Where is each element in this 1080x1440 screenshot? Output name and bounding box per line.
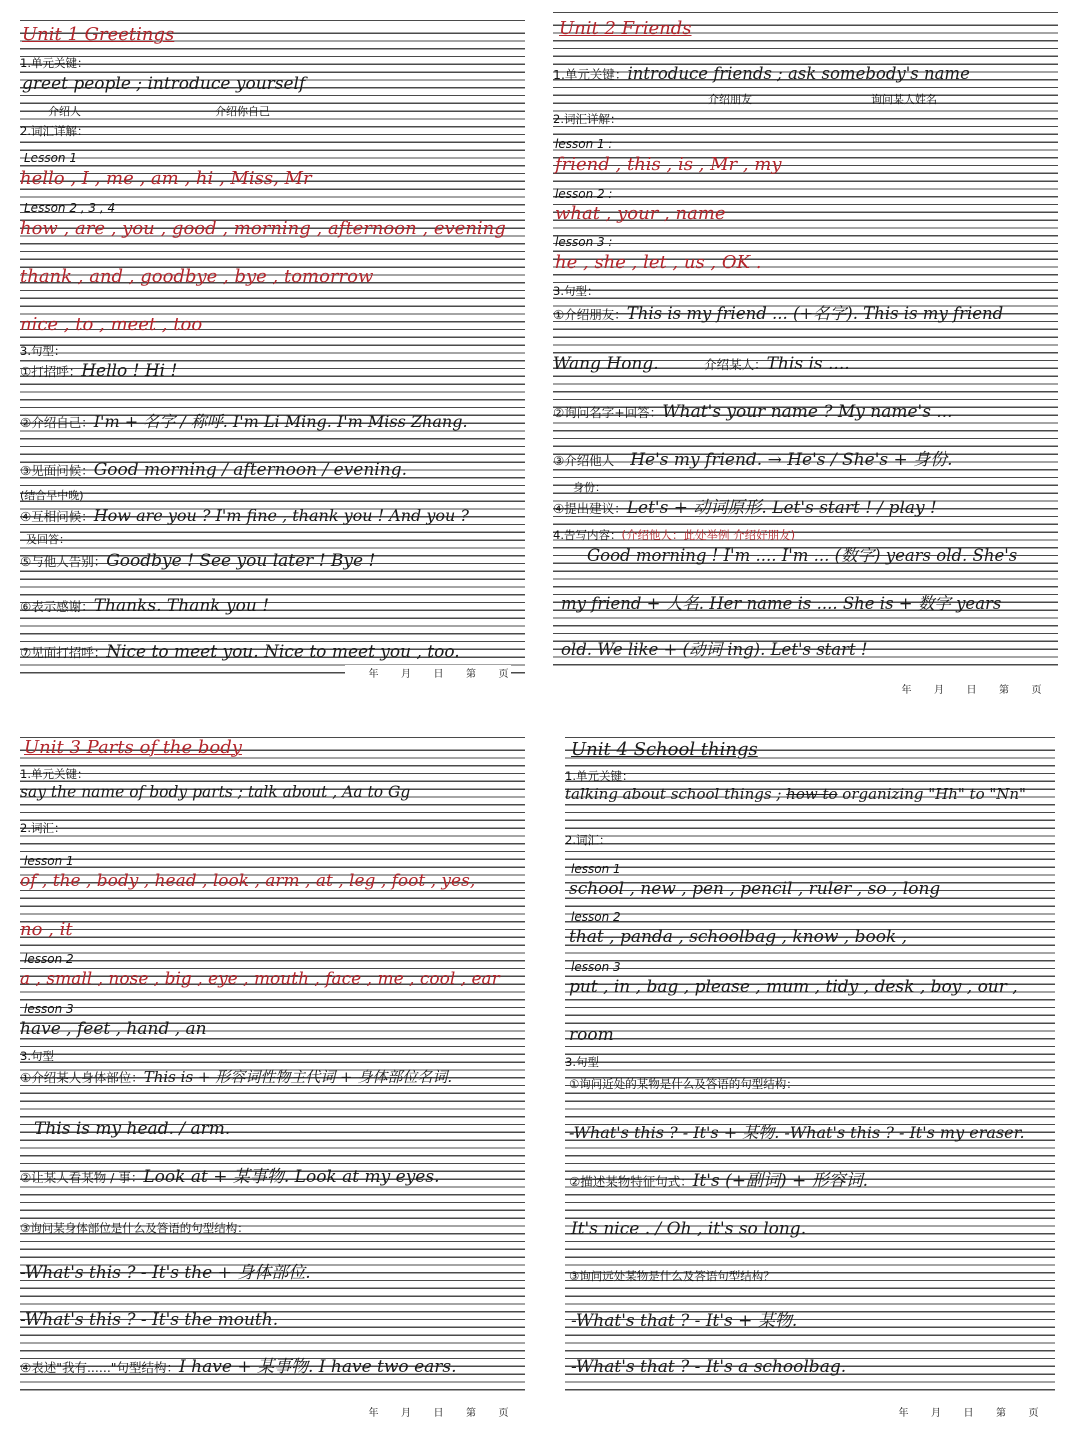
unit2-key-label: 1.单元关键： — [553, 67, 628, 82]
unit4-s3-b — [571, 1359, 846, 1376]
unit1-sentence6 — [20, 598, 269, 615]
footer-day: 日 — [433, 1408, 444, 1419]
unit1-l234-words-b: thank , and , goodbye , bye , tomorrow — [20, 266, 374, 287]
footer-month: 月 — [401, 669, 412, 680]
unit2-sentence5-head — [553, 530, 795, 542]
unit1-s3-label: ③见面问候： — [20, 463, 94, 478]
unit1-s4-note: 及回答： — [26, 533, 70, 546]
unit3-l1-words-b: no , it — [20, 919, 73, 940]
unit1-lesson234: Lesson 2 , 3 , 4 — [24, 201, 116, 215]
unit4-sentence2 — [569, 1173, 868, 1190]
unit2-sentence2 — [553, 404, 953, 421]
unit2-s5-line-c: old. We like + (动词 ing). Let's start ! — [561, 640, 868, 659]
unit4-s3-line-b: -What's that ? - It's a schoolbag. — [571, 1357, 847, 1377]
unit2-s1-text: This is my friend ... (+名字). This is my friend — [626, 304, 1004, 323]
unit1-s1-text: Hello ! Hi ! — [81, 361, 178, 381]
unit2-key — [553, 66, 970, 83]
unit4-s3-line-a: -What's that ? - It's + 某物. — [571, 1311, 798, 1331]
unit2-s3-text: He's my friend. → He's / She's + 身份. — [630, 450, 953, 470]
unit1-s2-text: I'm + 名字 / 称呼. I'm Li Ming. I'm Miss Zhang. — [93, 412, 468, 431]
footer-day: 日 — [963, 1408, 974, 1419]
unit3-s4-label: ④表述"我有......"句型结构： — [20, 1360, 180, 1375]
footer-month: 月 — [934, 685, 945, 696]
unit1-key-text: greet people ; introduce yourself — [22, 74, 306, 94]
unit1-s5-text: Goodbye ! See you later ! Bye ! — [106, 551, 376, 571]
unit4-lesson3: lesson 3 — [571, 960, 621, 974]
unit1-l234-words-a: how , are , you , good , morning , afternoon , evening — [20, 218, 506, 239]
unit4-key-label: 1.单元关键： — [565, 769, 634, 783]
footer-month: 月 — [401, 1408, 412, 1419]
unit4-key-text-a: talking about school things ; — [565, 785, 782, 803]
unit2-l2-words: what , your , name — [555, 203, 726, 224]
unit3-key-text: say the name of body parts ; talk about , Aa to Gg — [20, 783, 411, 801]
footer-year: 年 — [901, 685, 912, 696]
unit4-s3-label: ③询问远处某物是什么及答语句型结构？ — [569, 1269, 775, 1283]
unit2-s5-note: (介绍他人：此处举例 介绍好朋友) — [621, 528, 796, 542]
unit3-title: Unit 3 Parts of the body — [24, 737, 242, 758]
unit2-note2: 询问某人姓名 — [871, 93, 937, 106]
footer-page: 页 — [1031, 685, 1042, 696]
footer-month: 月 — [931, 1408, 942, 1419]
unit4-footer — [875, 1404, 1042, 1419]
unit4-s1-text: -What's this ? - It's + 某物. -What's this ? - It's my eraser. — [569, 1123, 1025, 1142]
unit1-note1: 介绍人 — [48, 105, 81, 118]
unit2-s5-line-a: Good morning ! I'm .... I'm ... (数字) years old. She's — [587, 546, 1018, 565]
unit1-sentence3 — [20, 462, 407, 479]
unit4-sentence2b — [571, 1221, 806, 1238]
unit2-s1-text-b: Wang Hong. — [553, 354, 659, 374]
unit4-s1 — [569, 1125, 1025, 1141]
footer-page: 页 — [498, 669, 509, 680]
unit4-lesson1: lesson 1 — [571, 862, 621, 876]
unit2-footer — [878, 681, 1045, 696]
unit1-s6-text: Thanks. Thank you ! — [93, 596, 270, 616]
unit3-lesson2: lesson 2 — [24, 952, 74, 966]
unit2-s5-text-a — [587, 548, 1017, 565]
unit4-key-strike: how to — [786, 785, 838, 803]
unit4-l1-words: school , new , pen , pencil , ruler , so , long — [569, 879, 941, 899]
unit4-s2-text-b: It's nice . / Oh , it's so long. — [571, 1219, 807, 1239]
unit2-s4-label: ④提出建议： — [553, 501, 627, 516]
unit2-key-text: introduce friends ; ask somebody's name — [627, 64, 970, 83]
unit4-s1-label: ①询问近处的某物是什么及答语的句型结构： — [569, 1077, 798, 1091]
unit2-sentence1b — [553, 356, 850, 373]
unit1-page — [20, 18, 525, 678]
unit3-vocab-label: 2.词汇： — [20, 821, 66, 835]
unit3-sentence1b — [34, 1121, 230, 1138]
unit1-sentence7 — [20, 644, 460, 661]
unit3-s2-label: ②让某人看某物 / 事： — [20, 1170, 144, 1185]
unit4-lesson2: lesson 2 — [571, 910, 621, 924]
unit1-sentence4 — [20, 508, 469, 524]
unit2-s5-label: 4.告写内容： — [553, 528, 622, 542]
unit1-footer — [345, 665, 512, 680]
unit1-title: Unit 1 Greetings — [22, 24, 175, 45]
unit4-pattern-label: 3.句型 — [565, 1055, 599, 1069]
footer-di: 第 — [466, 669, 477, 680]
footer-day: 日 — [433, 669, 444, 680]
unit2-s5-text-c — [561, 642, 868, 659]
unit1-l234-words-c: nice , to , meet , too — [20, 314, 203, 335]
unit3-s3-line-b: -What's this ? - It's the mouth. — [20, 1310, 279, 1330]
unit2-note1: 介绍朋友 — [708, 93, 752, 106]
unit1-s7-text: Nice to meet you. Nice to meet you , too. — [106, 642, 460, 662]
unit2-s4-text: Let's + 动词原形. Let's start ! / play ! — [626, 498, 937, 518]
unit3-s1-label: ①介绍某人身体部位： — [20, 1070, 144, 1085]
unit4-s2-text: It's (+副词) + 形容词. — [692, 1171, 869, 1191]
unit2-s1-label-b: 介绍某人： — [704, 357, 767, 372]
unit1-lesson1: Lesson 1 — [24, 151, 77, 165]
unit2-l1-words: friend , this , is , Mr , my — [555, 154, 782, 175]
unit2-l3-words: he , she , let , us , OK . — [555, 252, 762, 273]
unit4-key-text-b: organizing "Hh" to "Nn" — [842, 785, 1026, 803]
unit3-s3-text-b — [20, 1312, 278, 1329]
unit3-lesson1: lesson 1 — [24, 854, 74, 868]
unit4-page — [565, 735, 1055, 1419]
unit1-note2: 介绍你自己 — [215, 105, 270, 118]
unit3-pattern-label: 3.句型 — [20, 1049, 54, 1063]
unit1-s6-label: ⑥表示感谢： — [20, 599, 94, 614]
unit2-sentence4 — [553, 500, 937, 517]
unit1-s3-text: Good morning / afternoon / evening. — [93, 460, 407, 480]
unit3-sentence4 — [20, 1359, 457, 1376]
unit3-s3-text-a — [20, 1265, 311, 1282]
footer-di: 第 — [466, 1408, 477, 1419]
unit3-sentence1 — [20, 1069, 452, 1086]
unit3-key-label: 1.单元关键： — [20, 767, 89, 781]
unit2-s3-note: 身份： — [573, 481, 606, 494]
unit4-s2-label: ②描述某物特征句式： — [569, 1174, 693, 1189]
unit3-lesson3: lesson 3 — [24, 1002, 74, 1016]
unit1-s4-label: ④互相问候： — [20, 509, 94, 524]
unit2-sentence1 — [553, 306, 1003, 323]
unit4-key — [565, 787, 1026, 802]
unit2-s5-text-b — [561, 596, 1001, 613]
unit4-l3-words-b: room — [569, 1025, 614, 1045]
unit2-s2-text: What's your name ? My name's ... — [662, 402, 953, 422]
unit2-page — [553, 10, 1058, 696]
unit3-page — [20, 735, 525, 1419]
unit3-s1-text: This is + 形容词性物主代词 + 身体部位名词. — [143, 1068, 453, 1086]
unit2-title: Unit 2 Friends — [559, 18, 692, 39]
unit1-s1-label: ①打招呼： — [20, 364, 82, 379]
unit1-l1-words: hello , I , me , am , hi , Miss, Mr — [20, 168, 312, 189]
footer-di: 第 — [999, 685, 1010, 696]
unit1-vocab-label: 2.词汇详解： — [20, 124, 89, 138]
unit1-sentence2 — [20, 414, 468, 430]
unit2-s2-label: ②询问名字+回答： — [553, 405, 663, 420]
unit3-l1-words-a: of , the , body , head , look , arm , at , leg , foot , yes, — [20, 871, 476, 891]
unit1-key-label: 1.单元关键： — [20, 56, 89, 70]
unit3-s3-line-a: -What's this ? - It's the + 身体部位. — [20, 1263, 311, 1283]
unit2-lesson2: lesson 2 : — [555, 187, 613, 201]
footer-page: 页 — [498, 1408, 509, 1419]
unit1-pattern-label: 3.句型： — [20, 344, 66, 358]
unit3-l3-words: have , feet , hand , an — [20, 1019, 207, 1039]
unit2-s5-line-b: my friend + 人名. Her name is .... She is + 数字 years — [561, 594, 1002, 613]
unit2-sentence3 — [553, 452, 953, 469]
unit1-s5-label: ⑤与他人告别： — [20, 554, 107, 569]
unit1-s4-text: How are you ? I'm fine , thank you ! And you ? — [93, 506, 469, 525]
unit2-pattern-label: 3.句型： — [553, 284, 599, 298]
unit3-sentence2 — [20, 1169, 439, 1186]
unit2-s1-text-c: This is .... — [766, 354, 850, 374]
footer-year: 年 — [898, 1408, 909, 1419]
unit2-vocab-label: 2.词汇详解： — [553, 112, 622, 126]
unit2-s3-label: ③介绍他人 — [553, 453, 615, 468]
unit3-l2-words: a , small , nose , big , eye , mouth , face , me , cool , ear — [20, 969, 500, 989]
unit4-title: Unit 4 School things — [571, 739, 758, 760]
unit4-l2-words: that , panda , schoolbag , know , book , — [569, 927, 908, 947]
unit2-lesson1: lesson 1 : — [555, 137, 613, 151]
unit1-sentence5 — [20, 553, 375, 570]
footer-year: 年 — [368, 669, 379, 680]
footer-di: 第 — [996, 1408, 1007, 1419]
unit3-s2-text: Look at + 某事物. Look at my eyes. — [143, 1167, 440, 1187]
footer-page: 页 — [1028, 1408, 1039, 1419]
unit3-s1-text-b: This is my head. / arm. — [34, 1119, 231, 1139]
unit4-s3-a — [571, 1313, 797, 1330]
unit2-lesson3: lesson 3 : — [555, 235, 613, 249]
unit1-s2-label: ②介绍自己： — [20, 415, 94, 430]
unit1-sentence1 — [20, 363, 177, 380]
unit3-s3-label: ③询问某身体部位是什么及答语的句型结构： — [20, 1221, 249, 1235]
unit4-vocab-label: 2.词汇： — [565, 833, 611, 847]
unit4-l3-words-a: put , in , bag , please , mum , tidy , desk , boy , our , — [569, 977, 1018, 997]
unit2-s1-label: ①介绍朋友： — [553, 307, 627, 322]
footer-year: 年 — [368, 1408, 379, 1419]
unit3-footer — [345, 1404, 512, 1419]
footer-day: 日 — [966, 685, 977, 696]
unit1-s7-label: ⑦见面打招呼： — [20, 645, 107, 660]
unit1-s3-note: (结合早中晚) — [20, 489, 84, 502]
unit3-s4-text: I have + 某事物. I have two ears. — [179, 1357, 457, 1377]
